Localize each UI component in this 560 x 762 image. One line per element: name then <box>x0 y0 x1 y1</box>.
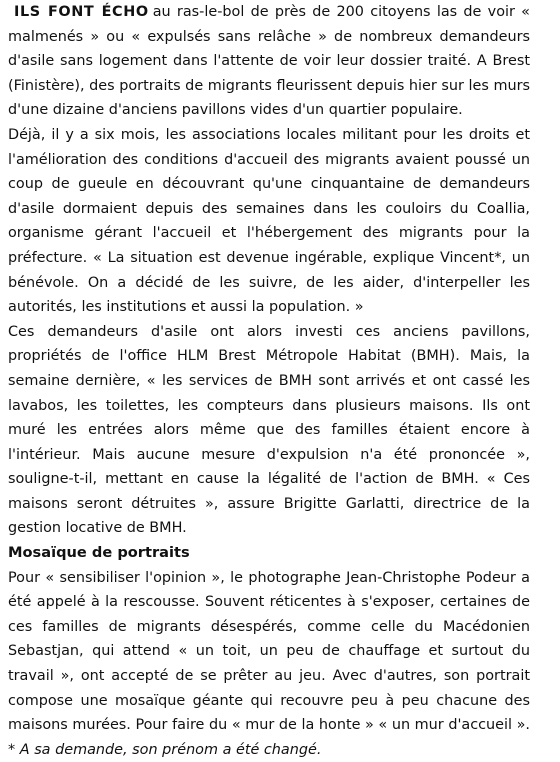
paragraph-4-text: Pour « sensibiliser l'opinion », le photographe Jean-Christophe Podeur a été appelé à la rescousse. Souvent réticentes à s'exposer, certaines de ces familles de migrants désespérés, comme celle du Macédonien Sebastjan, qui attend « un toit, un peu de chauffage et surtout du travail », ont accepté de se prêter au jeu. Avec d'autres, son portrait compose une mosaïque géante qui recouvre peu à peu chacune des maisons murées. Pour faire du « mur de la honte » « un mur d'accueil ». <box>8 569 530 734</box>
subheading: Mosaïque de portraits <box>8 544 190 562</box>
paragraph-3: Ces demandeurs d'asile ont alors investi ces anciens pavillons, propriétés de l'office HLM Brest Métropole Habitat (BMH). Mais, la semaine dernière, « les services de BMH sont arrivés et ont cassé les lavabos, les toilettes, les compteurs dans plusieurs maisons. Ils ont muré les entrées alors même que des familles étaient encore à l'intérieur. Mais aucune mesure d'expulsion n'a été prononcée », souligne-t-il, mettant en cause la légalité de l'action de BMH. « Ces maisons seront détruites », assure Brigitte Garlatti, directrice de la gestion locative de BMH. <box>8 323 530 537</box>
paragraph-4 <box>8 566 530 762</box>
article-body <box>8 0 530 762</box>
intro-text: au ras-le-bol de près de 200 citoyens las de voir « malmenés » ou « expulsés sans relâche » de nombreux demandeurs d'asile sans logement dans l'attente de voir leur dossier traité. A Brest (Finistère), des portraits de migrants fleurissent depuis hier sur les murs d'une dizaine d'anciens pavillons vides d'un quartier populaire. <box>8 4 530 119</box>
lead-in: ILS FONT ÉCHO <box>14 4 149 20</box>
footnote: * A sa demande, son prénom a été changé. <box>8 741 322 758</box>
intro-paragraph <box>8 0 530 123</box>
paragraph-2: Déjà, il y a six mois, les associations locales militant pour les droits et l'amélioration des conditions d'accueil des migrants avaient poussé un coup de gueule en découvrant qu'une cinquantaine de demandeurs d'asile dormaient depuis des semaines dans les couloirs du Coallia, organisme gérant l'accueil et l'hébergement des migrants pour la préfecture. « La situation est devenue ingérable, explique Vincent*, un bénévole. On a décidé de les suivre, de les aider, d'interpeller les autorités, les institutions et aussi la population. » <box>8 126 530 316</box>
